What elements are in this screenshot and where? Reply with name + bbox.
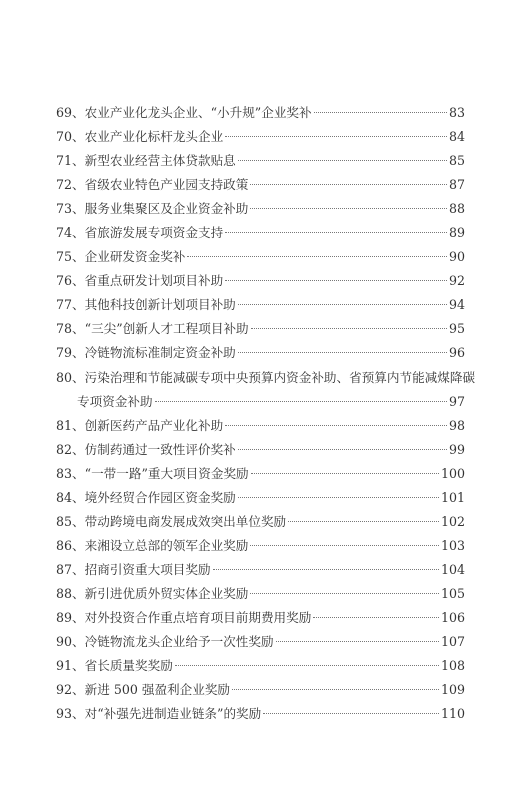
dot-leader: [250, 545, 439, 546]
dot-leader: [225, 136, 447, 137]
toc-entry-page: 94: [448, 297, 465, 313]
toc-entry-92[interactable]: [56, 678, 465, 702]
toc-entry-page: 97: [448, 393, 465, 409]
dot-leader: [250, 208, 447, 209]
toc-entry-page: 102: [440, 513, 465, 529]
toc-entry-title: “一带一路”重大项目资金奖励: [84, 465, 249, 481]
toc-entry-number: 73、: [56, 201, 85, 217]
toc-entry-title: 新型农业经营主体贷款贴息: [84, 153, 236, 169]
toc-entry-page: 90: [448, 249, 465, 265]
toc-entry-title: 对“补强先进制造业链条”的奖励: [84, 706, 262, 722]
toc-entry-number: 77、: [56, 297, 85, 313]
toc-entry-number: 85、: [56, 513, 85, 529]
toc-entry-title: 创新医药产品产业化补助: [84, 417, 224, 433]
toc-entry-82[interactable]: [56, 438, 465, 462]
dot-leader: [238, 160, 447, 161]
toc-entry-title: 农业产业化龙头企业、“小升规”企业奖补: [84, 105, 312, 120]
toc-entry-page: 98: [448, 417, 465, 433]
dot-leader: [238, 497, 439, 498]
toc-entry-93[interactable]: [56, 702, 465, 726]
toc-entry-page: 104: [440, 561, 465, 577]
toc-entry-title: 省长质量奖奖励: [84, 658, 173, 674]
toc-entry-number: 76、: [56, 273, 85, 289]
toc-entry-title: 农业产业化标杆龙头企业: [84, 129, 224, 145]
toc-entry-number: 91、: [56, 658, 85, 674]
toc-entry-title: “三尖”创新人才工程项目补助: [84, 321, 249, 337]
toc-entry-page: 106: [440, 609, 465, 625]
toc-entry-81[interactable]: [56, 414, 465, 438]
dot-leader: [313, 617, 439, 618]
toc-entry-title: 省重点研发计划项目补助: [84, 273, 224, 289]
toc-entry-number: 89、: [56, 609, 85, 625]
toc-entry-85[interactable]: [56, 510, 465, 534]
toc-entry-page: 96: [448, 345, 465, 361]
toc-entry-86[interactable]: [56, 534, 465, 558]
toc-entry-72[interactable]: [56, 173, 465, 197]
toc-entry-page: 103: [440, 537, 465, 553]
toc-entry-page: 109: [440, 682, 465, 698]
toc-entry-title: 来湘设立总部的领军企业奖励: [84, 537, 249, 553]
dot-leader: [175, 665, 439, 666]
toc-entry-title: 企业研发资金奖补: [84, 249, 186, 265]
toc-entry-title: 污染治理和节能减碳专项中央预算内资金补助、省预算内节能减煤降碳: [84, 369, 476, 385]
toc-entry-title: 省级农业特色产业园支持政策: [84, 177, 249, 193]
dot-leader: [155, 401, 447, 402]
toc-entry-number: 86、: [56, 537, 85, 553]
toc-entry-page: 85: [448, 153, 465, 169]
toc-entry-page: 84: [448, 129, 465, 145]
toc-entry-number: 79、: [56, 345, 85, 361]
dot-leader: [276, 641, 439, 642]
dot-leader: [238, 449, 447, 450]
dot-leader: [250, 593, 439, 594]
toc-entry-title-continued: 专项资金补助: [77, 393, 153, 409]
toc-entry-page: 88: [448, 201, 465, 217]
table-of-contents: [56, 101, 476, 726]
toc-entry-page: 101: [440, 489, 465, 505]
toc-entry-page: 110: [440, 706, 465, 722]
toc-entry-75[interactable]: [56, 245, 465, 269]
dot-leader: [213, 569, 439, 570]
toc-entry-number: 90、: [56, 634, 85, 650]
toc-entry-87[interactable]: [56, 558, 465, 582]
toc-entry-page: 92: [448, 273, 465, 289]
toc-entry-71[interactable]: [56, 149, 465, 173]
dot-leader: [288, 521, 439, 522]
toc-entry-page: 95: [448, 321, 465, 337]
toc-entry-74[interactable]: [56, 221, 465, 245]
toc-entry-title: 带动跨境电商发展成效突出单位奖励: [84, 513, 287, 529]
toc-entry-title: 新进 500 强盈利企业奖励: [84, 682, 231, 698]
toc-entry-page: 83: [448, 105, 465, 120]
dot-leader: [225, 232, 447, 233]
toc-entry-number: 83、: [56, 465, 85, 481]
toc-entry-90[interactable]: [56, 630, 465, 654]
dot-leader: [238, 304, 447, 305]
toc-entry-page: 99: [448, 441, 465, 457]
toc-entry-73[interactable]: [56, 197, 465, 221]
toc-entry-69[interactable]: [56, 101, 465, 125]
toc-entry-number: 74、: [56, 225, 85, 241]
toc-entry-title: 冷链物流龙头企业给予一次性奖励: [84, 634, 274, 650]
toc-entry-number: 75、: [56, 249, 85, 265]
toc-entry-number: 72、: [56, 177, 85, 193]
toc-entry-number: 82、: [56, 441, 85, 457]
toc-entry-title: 冷链物流标准制定资金补助: [84, 345, 236, 361]
toc-entry-page: 105: [440, 585, 465, 601]
dot-leader: [250, 184, 447, 185]
toc-entry-80[interactable]: [56, 366, 476, 390]
toc-entry-number: 93、: [56, 706, 85, 722]
toc-entry-title: 服务业集聚区及企业资金补助: [84, 201, 249, 217]
toc-entry-number: 88、: [56, 585, 85, 601]
toc-entry-70[interactable]: [56, 125, 465, 149]
toc-entry-number: 87、: [56, 561, 85, 577]
toc-entry-84[interactable]: [56, 486, 465, 510]
toc-entry-page: 89: [448, 225, 465, 241]
toc-entry-title: 仿制药通过一致性评价奖补: [84, 441, 236, 457]
toc-entry-title: 省旅游发展专项资金支持: [84, 225, 224, 241]
dot-leader: [314, 112, 447, 113]
toc-entry-number: 81、: [56, 417, 85, 433]
toc-entry-80-continued[interactable]: [56, 390, 465, 414]
dot-leader: [225, 280, 447, 281]
toc-entry-number: 84、: [56, 489, 85, 505]
toc-entry-89[interactable]: [56, 606, 465, 630]
toc-entry-number: 92、: [56, 682, 85, 698]
toc-entry-page: 107: [440, 634, 465, 650]
toc-entry-79[interactable]: [56, 341, 465, 365]
toc-entry-number: 78、: [56, 321, 85, 337]
toc-entry-number: 69、: [56, 105, 85, 120]
toc-entry-title: 其他科技创新计划项目补助: [84, 297, 236, 313]
toc-entry-title: 新引进优质外贸实体企业奖励: [84, 585, 249, 601]
toc-entry-title: 招商引资重大项目奖励: [84, 561, 211, 577]
dot-leader: [225, 425, 447, 426]
toc-entry-number: 71、: [56, 153, 85, 169]
toc-entry-page: 100: [440, 465, 465, 481]
toc-entry-page: 108: [440, 658, 465, 674]
dot-leader: [263, 713, 439, 714]
dot-leader: [251, 473, 439, 474]
dot-leader: [232, 689, 439, 690]
toc-entry-title: 境外经贸合作园区资金奖励: [84, 489, 236, 505]
toc-entry-76[interactable]: [56, 269, 465, 293]
toc-entry-number: 70、: [56, 129, 85, 145]
toc-entry-number: 80、: [56, 369, 85, 385]
dot-leader: [251, 328, 447, 329]
toc-entry-78[interactable]: [56, 317, 465, 341]
toc-entry-91[interactable]: [56, 654, 465, 678]
toc-entry-88[interactable]: [56, 582, 465, 606]
toc-entry-77[interactable]: [56, 293, 465, 317]
toc-entry-title: 对外投资合作重点培育项目前期费用奖励: [84, 609, 312, 625]
dot-leader: [238, 352, 447, 353]
dot-leader: [187, 256, 447, 257]
toc-entry-page: 87: [448, 177, 465, 193]
toc-entry-83[interactable]: [56, 462, 465, 486]
